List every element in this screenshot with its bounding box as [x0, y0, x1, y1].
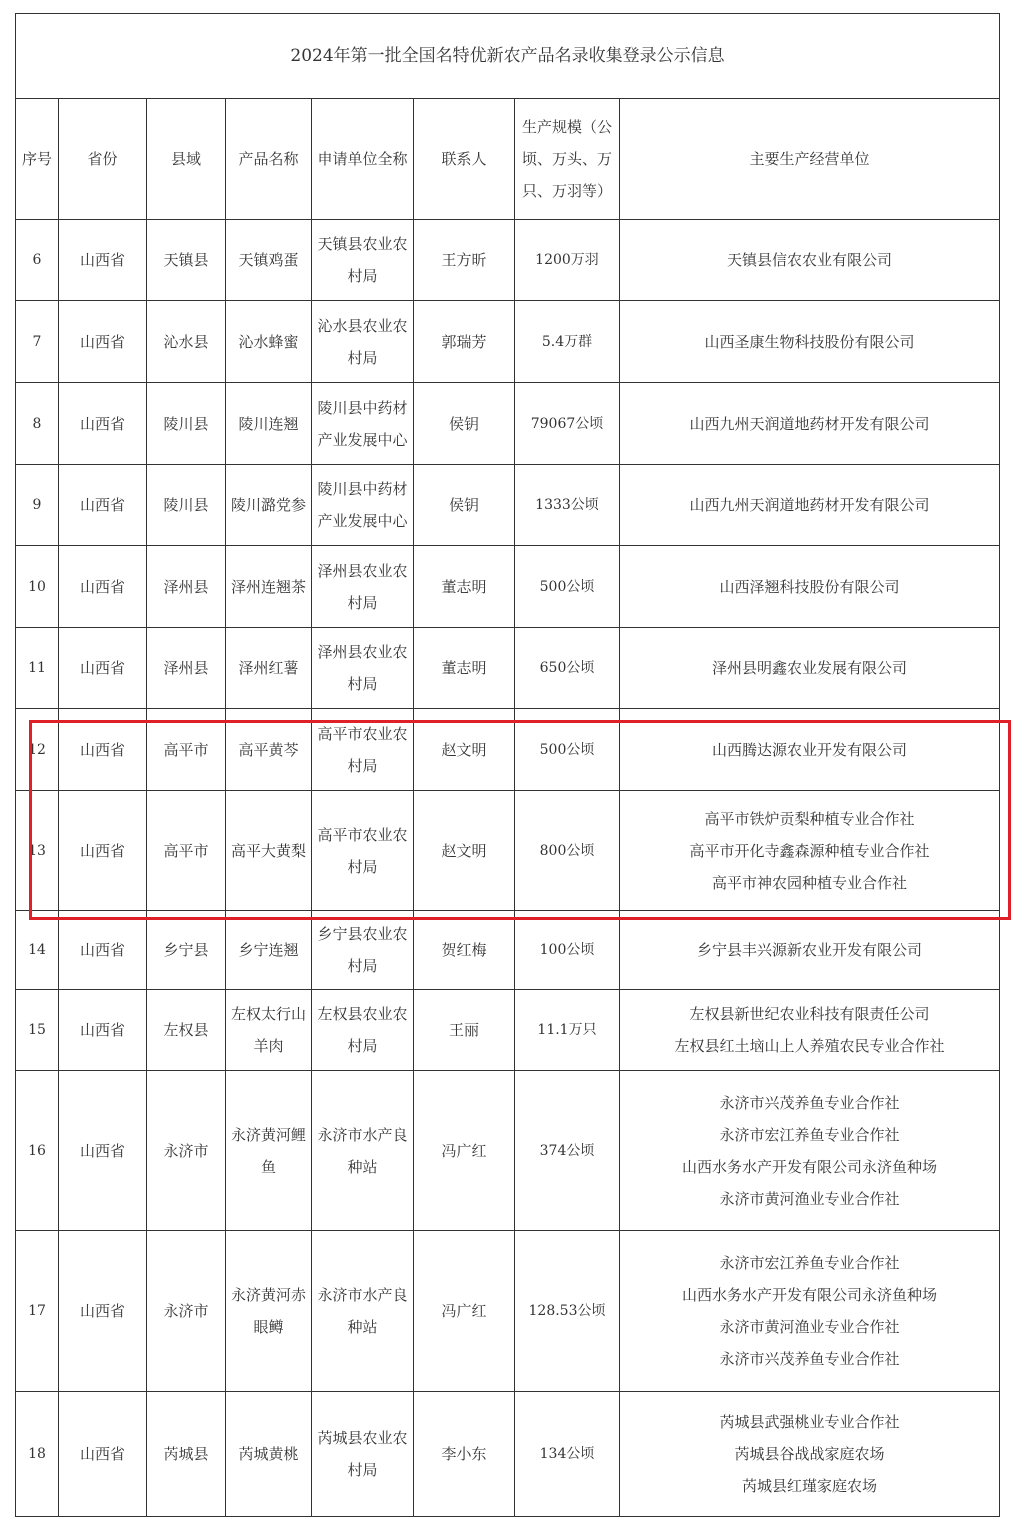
cell-product: 永济黄河鲤鱼	[226, 1071, 312, 1231]
producer-name: 山西九州天润道地药材开发有限公司	[689, 496, 930, 514]
table-row	[16, 220, 1000, 301]
cell-contact: 侯钥	[414, 383, 515, 465]
cell-seq: 7	[16, 301, 59, 383]
cell-seq: 14	[16, 911, 59, 990]
cell-producers	[620, 709, 1000, 791]
cell-applicant: 永济市水产良种站	[312, 1071, 414, 1231]
cell-seq: 16	[16, 1071, 59, 1231]
cell-province: 山西省	[59, 911, 147, 990]
cell-contact: 王方昕	[414, 220, 515, 301]
table-row	[16, 628, 1000, 709]
cell-province: 山西省	[59, 1071, 147, 1231]
cell-seq: 11	[16, 628, 59, 709]
cell-seq: 6	[16, 220, 59, 301]
cell-applicant: 泽州县农业农村局	[312, 546, 414, 628]
cell-contact: 董志明	[414, 546, 515, 628]
cell-scale: 128.53公顷	[515, 1231, 620, 1392]
cell-county: 高平市	[147, 791, 226, 911]
cell-producers	[620, 301, 1000, 383]
header-row	[16, 99, 1000, 220]
cell-seq: 17	[16, 1231, 59, 1392]
producer-name: 芮城县武强桃业专业合作社	[719, 1413, 900, 1431]
cell-province: 山西省	[59, 791, 147, 911]
cell-scale: 500公顷	[515, 709, 620, 791]
cell-contact: 冯广红	[414, 1071, 515, 1231]
cell-producers	[620, 546, 1000, 628]
header-product: 产品名称	[226, 99, 312, 220]
cell-applicant: 永济市水产良种站	[312, 1231, 414, 1392]
cell-producers	[620, 791, 1000, 911]
cell-product: 高平黄芩	[226, 709, 312, 791]
header-seq: 序号	[16, 99, 59, 220]
producer-name: 永济市黄河渔业专业合作社	[719, 1318, 900, 1336]
cell-product: 陵川潞党参	[226, 465, 312, 546]
cell-county: 芮城县	[147, 1392, 226, 1517]
table-row	[16, 911, 1000, 990]
table-row	[16, 465, 1000, 546]
table-row	[16, 990, 1000, 1071]
producer-name: 永济市兴茂养鱼专业合作社	[719, 1093, 900, 1112]
cell-applicant: 泽州县农业农村局	[312, 628, 414, 709]
cell-province: 山西省	[59, 383, 147, 465]
producer-name: 山西腾达源农业开发有限公司	[712, 740, 908, 759]
producer-name: 芮城县红瑾家庭农场	[742, 1477, 878, 1495]
table-row	[16, 383, 1000, 465]
producer-name: 高平市开化寺鑫森源种植专业合作社	[689, 841, 930, 860]
cell-producers	[620, 383, 1000, 465]
table-row	[16, 1392, 1000, 1517]
cell-contact: 郭瑞芳	[414, 301, 515, 383]
producer-name: 泽州县明鑫农业发展有限公司	[712, 659, 908, 677]
cell-contact: 赵文明	[414, 709, 515, 791]
producer-name: 山西水务水产开发有限公司永济鱼种场	[682, 1157, 938, 1176]
cell-scale: 1200万羽	[515, 220, 620, 301]
cell-province: 山西省	[59, 709, 147, 791]
producer-name: 永济市黄河渔业专业合作社	[719, 1189, 900, 1208]
cell-scale: 100公顷	[515, 911, 620, 990]
producer-name: 山西九州天润道地药材开发有限公司	[689, 414, 930, 433]
product-table	[15, 13, 1000, 1517]
cell-producers	[620, 990, 1000, 1071]
producer-name: 山西泽翘科技股份有限公司	[719, 577, 900, 596]
cell-product: 乡宁连翘	[226, 911, 312, 990]
cell-county: 天镇县	[147, 220, 226, 301]
cell-scale: 374公顷	[515, 1071, 620, 1231]
cell-product: 陵川连翘	[226, 383, 312, 465]
producer-name: 高平市铁炉贡梨种植专业合作社	[704, 809, 915, 828]
header-county: 县域	[147, 99, 226, 220]
cell-scale: 800公顷	[515, 791, 620, 911]
cell-seq: 15	[16, 990, 59, 1071]
cell-scale: 11.1万只	[515, 990, 620, 1071]
cell-scale: 650公顷	[515, 628, 620, 709]
cell-product: 芮城黄桃	[226, 1392, 312, 1517]
cell-applicant: 高平市农业农村局	[312, 791, 414, 911]
cell-product: 永济黄河赤眼鳟	[226, 1231, 312, 1392]
cell-scale: 134公顷	[515, 1392, 620, 1517]
cell-contact: 赵文明	[414, 791, 515, 911]
cell-province: 山西省	[59, 220, 147, 301]
cell-contact: 李小东	[414, 1392, 515, 1517]
cell-province: 山西省	[59, 546, 147, 628]
table-row	[16, 1071, 1000, 1231]
cell-applicant: 高平市农业农村局	[312, 709, 414, 791]
producer-name: 天镇县信农农业有限公司	[727, 251, 893, 269]
producer-name: 永济市宏江养鱼专业合作社	[719, 1254, 900, 1272]
producer-name: 高平市神农园种植专业合作社	[712, 873, 908, 892]
cell-province: 山西省	[59, 990, 147, 1071]
cell-product: 泽州红薯	[226, 628, 312, 709]
producer-name: 左权县红土垴山上人养殖农民专业合作社	[674, 1037, 945, 1055]
header-producers: 主要生产经营单位	[620, 99, 1000, 220]
producer-name: 山西圣康生物科技股份有限公司	[704, 332, 915, 351]
table-title: 2024年第一批全国名特优新农产品名录收集登录公示信息	[16, 14, 1000, 99]
cell-scale: 79067公顷	[515, 383, 620, 465]
cell-county: 陵川县	[147, 465, 226, 546]
cell-product: 高平大黄梨	[226, 791, 312, 911]
cell-scale: 500公顷	[515, 546, 620, 628]
cell-applicant: 天镇县农业农村局	[312, 220, 414, 301]
producer-name: 芮城县谷战战家庭农场	[734, 1445, 885, 1463]
cell-province: 山西省	[59, 1231, 147, 1392]
cell-applicant: 左权县农业农村局	[312, 990, 414, 1071]
cell-applicant: 芮城县农业农村局	[312, 1392, 414, 1517]
cell-county: 高平市	[147, 709, 226, 791]
cell-county: 左权县	[147, 990, 226, 1071]
cell-county: 乡宁县	[147, 911, 226, 990]
cell-seq: 9	[16, 465, 59, 546]
cell-producers	[620, 1392, 1000, 1517]
cell-province: 山西省	[59, 628, 147, 709]
cell-applicant: 乡宁县农业农村局	[312, 911, 414, 990]
cell-province: 山西省	[59, 465, 147, 546]
cell-producers	[620, 465, 1000, 546]
cell-county: 永济市	[147, 1071, 226, 1231]
cell-seq: 12	[16, 709, 59, 791]
cell-county: 永济市	[147, 1231, 226, 1392]
producer-name: 永济市宏江养鱼专业合作社	[719, 1125, 900, 1144]
producer-name: 山西水务水产开发有限公司永济鱼种场	[682, 1286, 938, 1304]
cell-contact: 贺红梅	[414, 911, 515, 990]
cell-county: 泽州县	[147, 628, 226, 709]
cell-producers	[620, 220, 1000, 301]
header-province: 省份	[59, 99, 147, 220]
cell-producers	[620, 1071, 1000, 1231]
cell-scale: 5.4万群	[515, 301, 620, 383]
header-applicant: 申请单位全称	[312, 99, 414, 220]
cell-seq: 8	[16, 383, 59, 465]
cell-scale: 1333公顷	[515, 465, 620, 546]
table-row	[16, 791, 1000, 911]
producer-name: 左权县新世纪农业科技有限责任公司	[689, 1005, 930, 1023]
table-row	[16, 1231, 1000, 1392]
table-row	[16, 546, 1000, 628]
cell-contact: 侯钥	[414, 465, 515, 546]
cell-applicant: 陵川县中药材产业发展中心	[312, 383, 414, 465]
cell-province: 山西省	[59, 301, 147, 383]
header-contact: 联系人	[414, 99, 515, 220]
header-scale: 生产规模（公顷、万头、万只、万羽等）	[515, 99, 620, 220]
cell-product: 泽州连翘茶	[226, 546, 312, 628]
cell-producers	[620, 628, 1000, 709]
cell-contact: 董志明	[414, 628, 515, 709]
table-row	[16, 709, 1000, 791]
cell-applicant: 陵川县中药材产业发展中心	[312, 465, 414, 546]
cell-applicant: 沁水县农业农村局	[312, 301, 414, 383]
cell-producers	[620, 1231, 1000, 1392]
cell-seq: 18	[16, 1392, 59, 1517]
producer-name: 永济市兴茂养鱼专业合作社	[719, 1350, 900, 1368]
cell-county: 陵川县	[147, 383, 226, 465]
cell-seq: 10	[16, 546, 59, 628]
cell-product: 左权太行山羊肉	[226, 990, 312, 1071]
cell-county: 泽州县	[147, 546, 226, 628]
producer-name: 乡宁县丰兴源新农业开发有限公司	[697, 941, 923, 959]
cell-product: 沁水蜂蜜	[226, 301, 312, 383]
cell-product: 天镇鸡蛋	[226, 220, 312, 301]
cell-contact: 冯广红	[414, 1231, 515, 1392]
table-row	[16, 301, 1000, 383]
cell-contact: 王丽	[414, 990, 515, 1071]
cell-producers	[620, 911, 1000, 990]
cell-seq: 13	[16, 791, 59, 911]
cell-province: 山西省	[59, 1392, 147, 1517]
cell-county: 沁水县	[147, 301, 226, 383]
document-page	[15, 13, 999, 1517]
